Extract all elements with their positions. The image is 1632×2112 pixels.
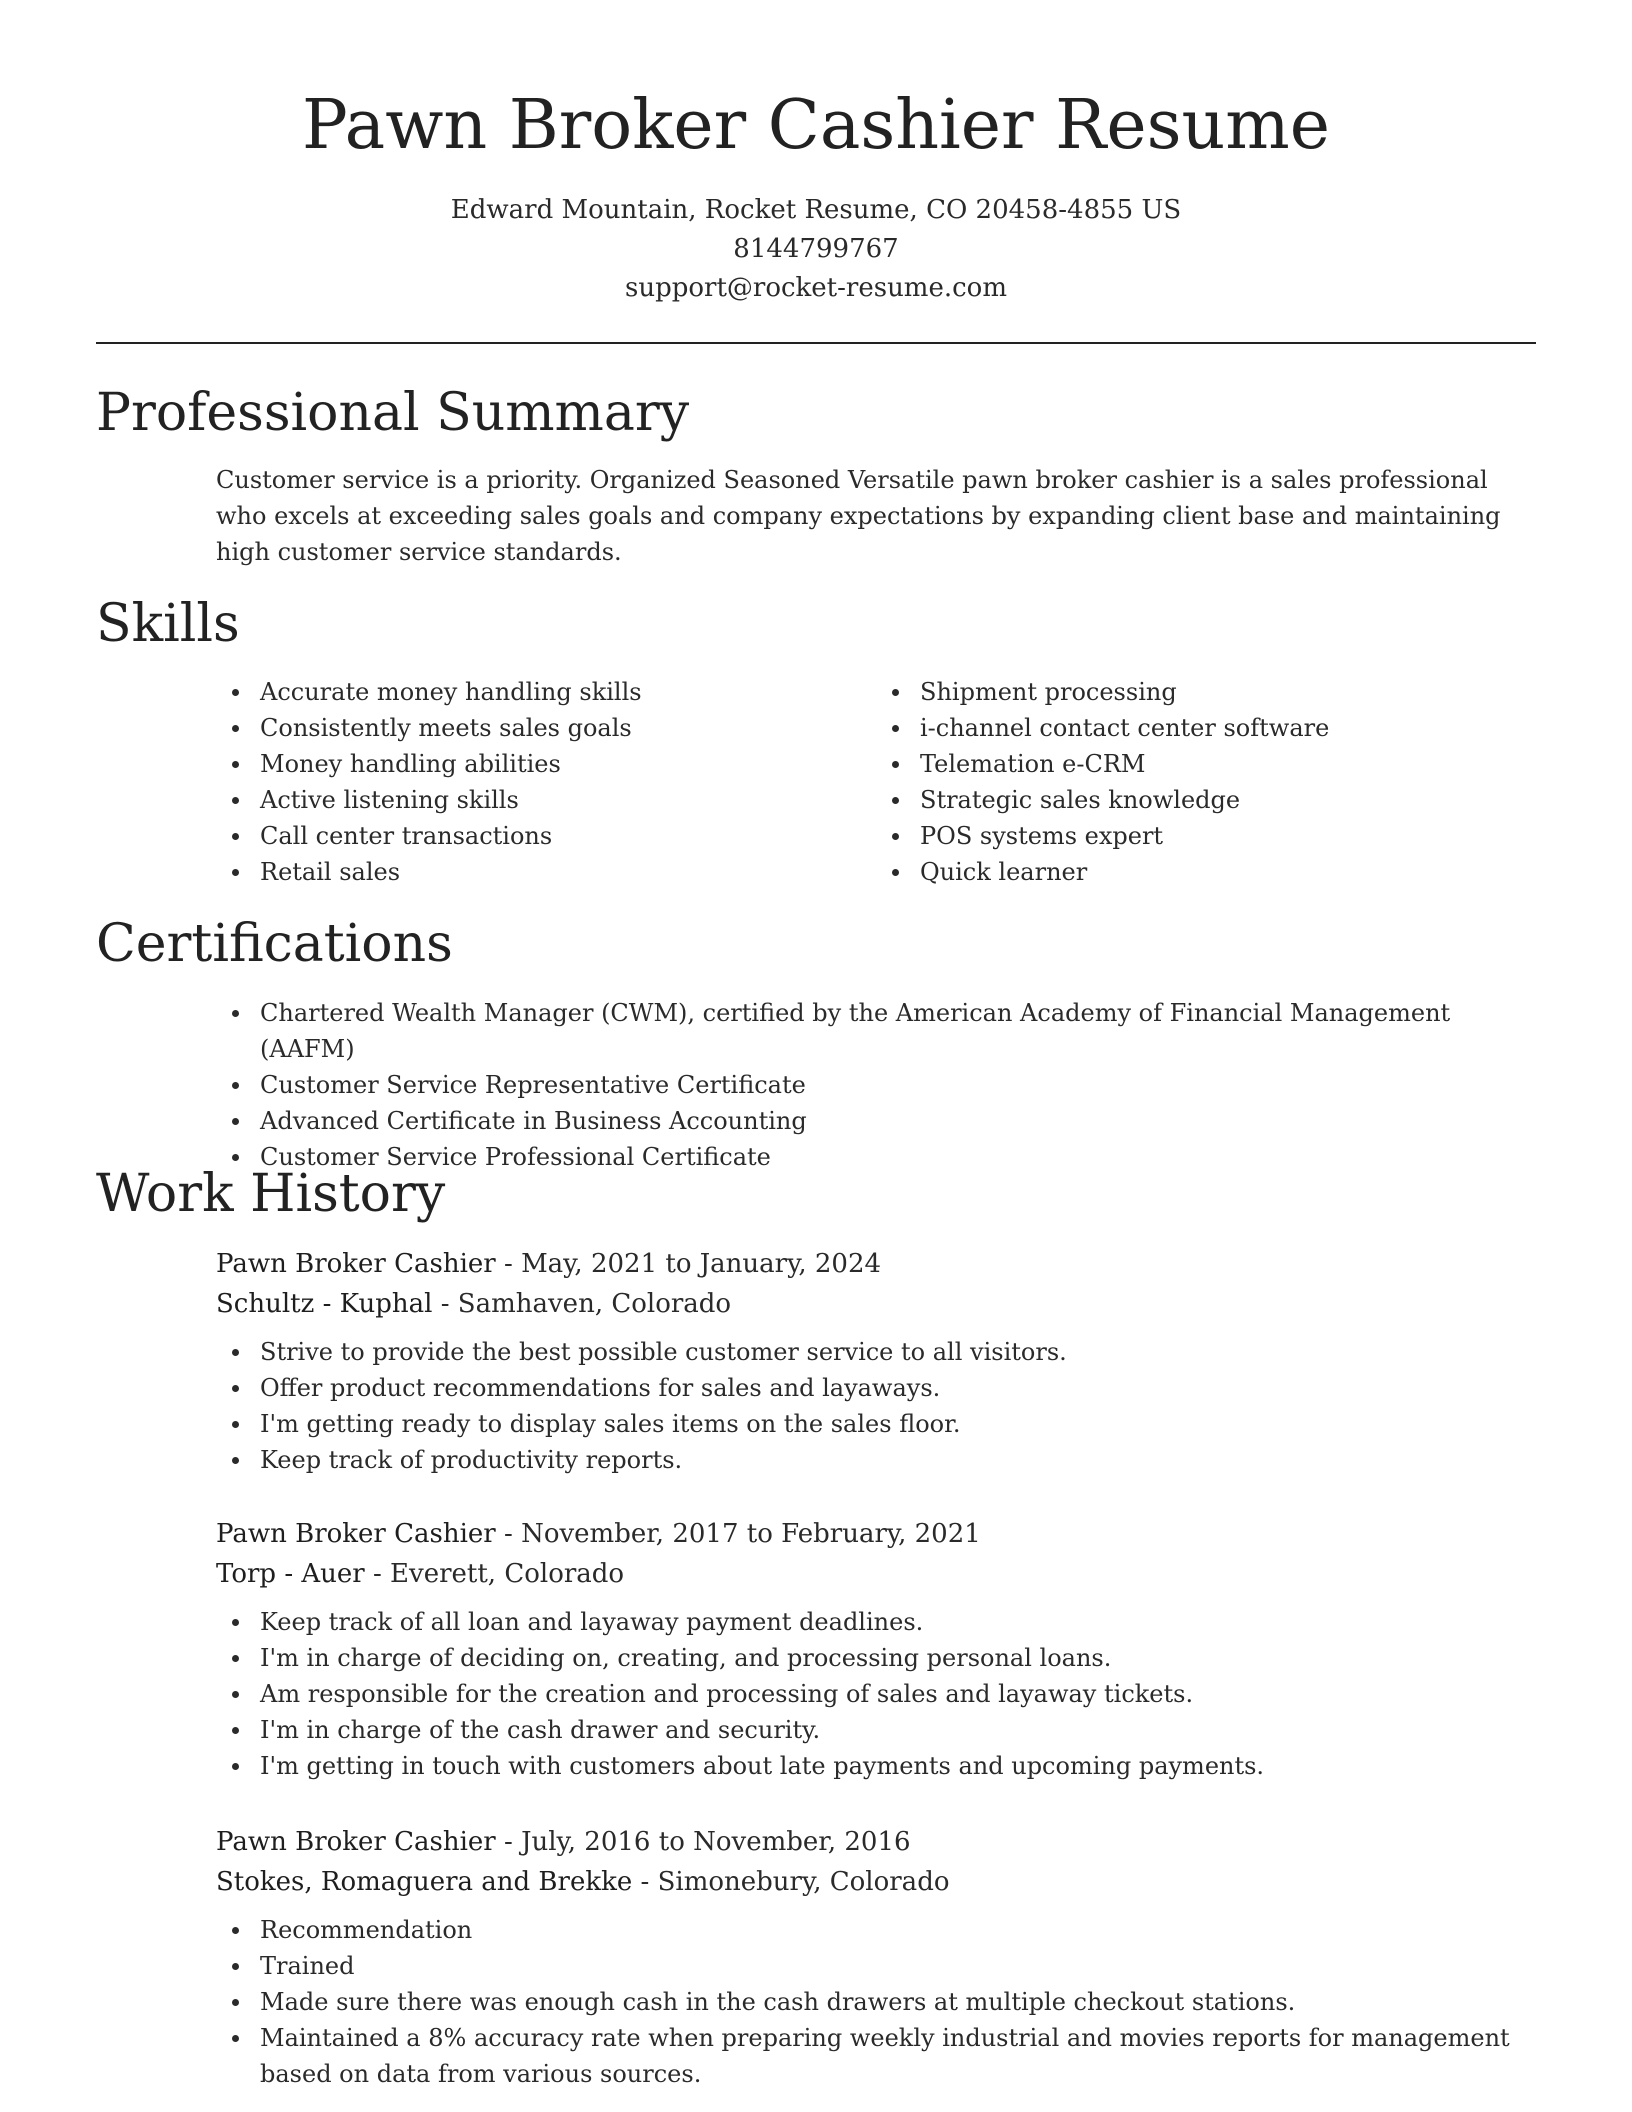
certifications-list [216,995,1536,1175]
job-company: Schultz - Kuphal [216,1289,433,1319]
skill-item: POS systems expert [920,818,1536,854]
skills-column-right [876,674,1536,890]
job-location: Everett, Colorado [390,1559,625,1589]
contact-email: support@rocket-resume.com [624,273,1007,303]
job-title: Pawn Broker Cashier [216,1249,496,1279]
summary-text: Customer service is a priority. Organized Seasoned Versatile pawn broker cashier is a sales professional who excels at exceeding sales goals and company expectations by expanding client base and maintaining high customer service standards. [216,466,1501,566]
skills-list [216,674,1536,890]
skill-item: Consistently meets sales goals [260,710,876,746]
job-company-line: Stokes, Romaguera and Brekke - Simonebury, Colorado [216,1867,950,1897]
skill-item: Quick learner [920,854,1536,890]
job-duty-item: I'm getting in touch with customers about late payments and upcoming payments. [260,1748,1536,1784]
certification-item: Advanced Certificate in Business Accounting [260,1103,1536,1139]
job-title: Pawn Broker Cashier [216,1827,496,1857]
job-duty-item: Keep track of productivity reports. [260,1442,1536,1478]
job-dates: July, 2016 to November, 2016 [521,1827,911,1857]
summary-heading: Professional Summary [96,383,690,443]
skill-item: i-channel contact center software [920,710,1536,746]
skill-item: Call center transactions [260,818,876,854]
job-duty-item: I'm in charge of the cash drawer and security. [260,1712,1536,1748]
job-entry [216,1514,1536,1784]
certifications-heading: Certifications [96,914,453,974]
skill-item: Retail sales [260,854,876,890]
contact-info [96,191,1536,308]
job-duty-item: Offer product recommendations for sales and layaways. [260,1370,1536,1406]
job-duties [216,1912,1536,2092]
skill-item: Telemation e-CRM [920,746,1536,782]
skill-item: Strategic sales knowledge [920,782,1536,818]
job-title: Pawn Broker Cashier [216,1519,496,1549]
job-duty-item: I'm getting ready to display sales items on the sales floor. [260,1406,1536,1442]
skill-item: Shipment processing [920,674,1536,710]
work-history-heading: Work History [96,1164,446,1224]
job-title-line: Pawn Broker Cashier - July, 2016 to November, 2016 [216,1827,911,1857]
skills-column-left [216,674,876,890]
job-duty-item: Keep track of all loan and layaway payment deadlines. [260,1604,1536,1640]
job-location: Simonebury, Colorado [657,1867,950,1897]
resume-title: Pawn Broker Cashier Resume [301,86,1331,165]
certification-item: Chartered Wealth Manager (CWM), certified by the American Academy of Financial Management (AAFM) [260,995,1536,1067]
job-duty-item: Maintained a 8% accuracy rate when preparing weekly industrial and movies reports for management based on data from various sources. [260,2020,1536,2092]
contact-address: Edward Mountain, Rocket Resume, CO 20458-4855 US [450,195,1182,225]
job-duty-item: Trained [260,1948,1536,1984]
job-duties [216,1334,1536,1478]
job-company: Stokes, Romaguera and Brekke [216,1867,633,1897]
job-entry [216,1244,1536,1478]
job-company: Torp - Auer [216,1559,365,1589]
contact-phone: 8144799767 [733,234,899,264]
job-duty-item: Recommendation [260,1912,1536,1948]
skills-heading: Skills [96,594,240,654]
job-company-line: Schultz - Kuphal - Samhaven, Colorado [216,1289,732,1319]
header-divider [96,342,1536,344]
job-duties [216,1604,1536,1784]
job-title-line: Pawn Broker Cashier - November, 2017 to February, 2021 [216,1519,981,1549]
skill-item: Accurate money handling skills [260,674,876,710]
skill-item: Active listening skills [260,782,876,818]
job-dates: November, 2017 to February, 2021 [521,1519,981,1549]
job-duty-item: Made sure there was enough cash in the cash drawers at multiple checkout stations. [260,1984,1536,2020]
certification-item: Customer Service Professional Certificate [260,1139,1536,1175]
job-location: Samhaven, Colorado [457,1289,732,1319]
job-duty-item: Am responsible for the creation and processing of sales and layaway tickets. [260,1676,1536,1712]
job-duty-item: I'm in charge of deciding on, creating, and processing personal loans. [260,1640,1536,1676]
certification-item: Customer Service Representative Certificate [260,1067,1536,1103]
job-duty-item: Strive to provide the best possible customer service to all visitors. [260,1334,1536,1370]
job-entry [216,1822,1536,2092]
skill-item: Money handling abilities [260,746,876,782]
job-company-line: Torp - Auer - Everett, Colorado [216,1559,625,1589]
job-title-line: Pawn Broker Cashier - May, 2021 to January, 2024 [216,1249,882,1279]
job-dates: May, 2021 to January, 2024 [521,1249,882,1279]
